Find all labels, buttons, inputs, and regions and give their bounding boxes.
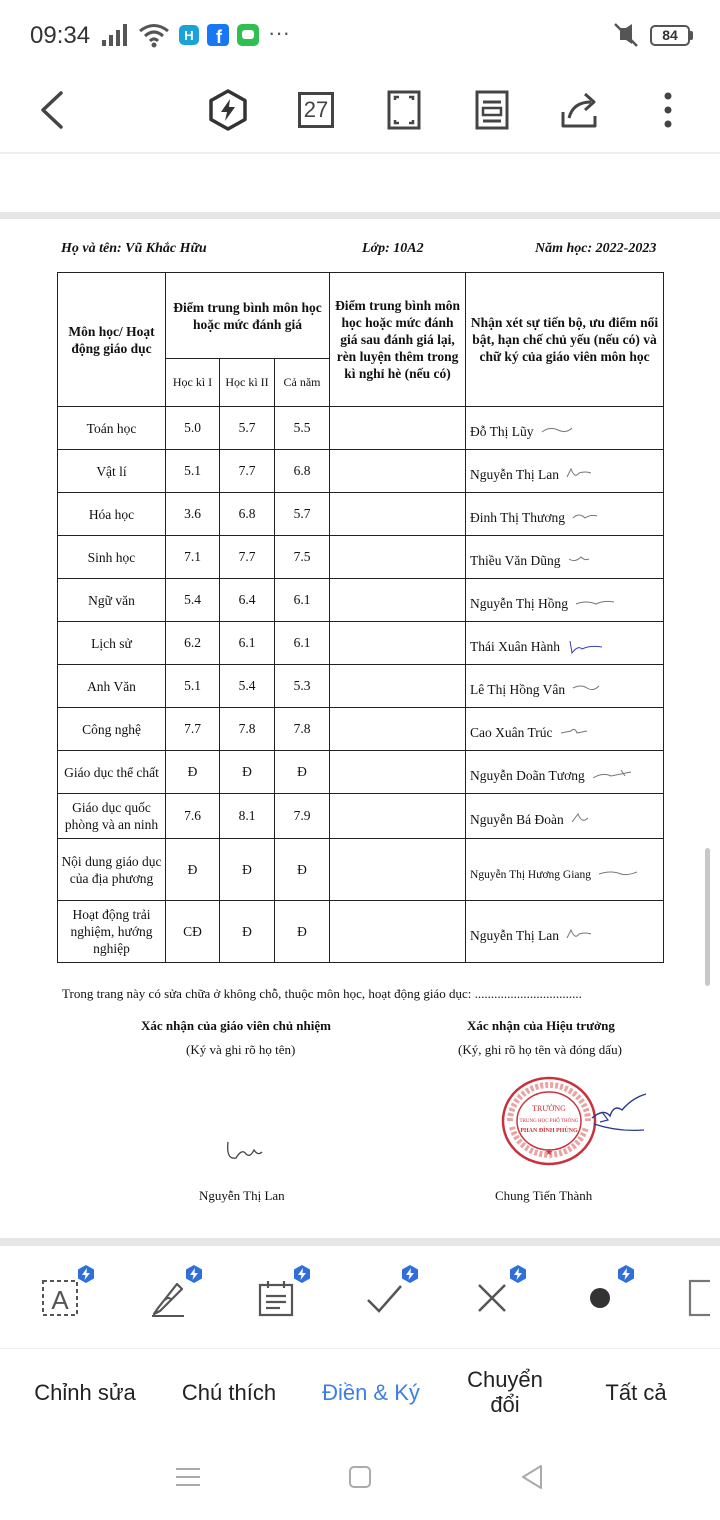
- year-cell: [275, 493, 330, 536]
- retest-cell: [330, 901, 466, 963]
- year-cell: [275, 622, 330, 665]
- subject-cell: [58, 536, 166, 579]
- mute-icon: [612, 22, 640, 48]
- subject-cell-text: Giáo dục quốc phòng và an ninh: [64, 800, 159, 832]
- year-cell-text: 7.5: [293, 549, 311, 564]
- teacher-cell: [466, 450, 664, 493]
- reading-mode-button[interactable]: [464, 82, 520, 138]
- facebook-icon: [206, 22, 230, 48]
- year-cell-text: 7.9: [293, 808, 311, 823]
- status-bar: [0, 0, 720, 72]
- teacher-cell-text: Cao Xuân Trúc: [470, 725, 553, 740]
- term2-cell: [220, 493, 275, 536]
- teacher-cell-text: Đinh Thị Thương: [470, 510, 565, 525]
- year-cell: [275, 407, 330, 450]
- subject-cell-text: Hóa học: [88, 506, 135, 522]
- subject-cell: [58, 622, 166, 665]
- app-h-icon: [178, 22, 200, 48]
- teacher-cell: [466, 794, 664, 839]
- table-row: [58, 536, 664, 579]
- teacher-cell-text: Đỗ Thị Lũy: [470, 424, 534, 439]
- table-row: [58, 901, 664, 963]
- chat-app-icon: [236, 22, 260, 48]
- subject-cell-text: Ngữ văn: [88, 592, 135, 608]
- term1-cell-text: 5.0: [184, 420, 201, 435]
- subject-cell-text: Vật lí: [96, 463, 127, 479]
- term2-cell-text: 6.8: [238, 506, 256, 521]
- principal-signature: [588, 1090, 650, 1150]
- premium-badge-icon: [616, 1264, 636, 1284]
- teacher-cell: [466, 751, 664, 794]
- teacher-signature: [571, 510, 613, 526]
- class-name: Lớp: 10A2: [362, 241, 424, 256]
- term2-cell: [220, 901, 275, 963]
- grades-table: [57, 272, 664, 963]
- term1-cell: [166, 794, 220, 839]
- subject-cell-text: Nội dung giáo dục của địa phương: [61, 853, 162, 886]
- term1-cell: [166, 579, 220, 622]
- term1-cell-text: 7.1: [184, 549, 201, 564]
- homeroom-confirm-title: Xác nhận của giáo viên chủ nhiệm: [141, 1018, 331, 1033]
- teacher-cell: [466, 579, 664, 622]
- fullscreen-button[interactable]: [376, 82, 432, 138]
- term1-cell-text: 7.7: [184, 721, 201, 736]
- page-count: 27: [298, 92, 334, 128]
- svg-text:f: f: [216, 27, 222, 47]
- term1-cell: [166, 622, 220, 665]
- year-cell-text: Đ: [297, 923, 307, 939]
- check-tool[interactable]: [356, 1270, 412, 1326]
- term1-cell-text: 5.1: [184, 678, 201, 693]
- teacher-signature: [597, 866, 639, 882]
- subject-cell: [58, 901, 166, 963]
- back-nav-button[interactable]: [514, 1462, 550, 1492]
- wifi-icon: [138, 22, 170, 48]
- term1-cell-text: CĐ: [183, 923, 202, 939]
- table-row: [58, 622, 664, 665]
- subject-cell-text: Giáo dục thể chất: [64, 764, 159, 780]
- year-cell-text: 5.3: [293, 678, 311, 693]
- year-cell: [275, 665, 330, 708]
- term1-cell-text: Đ: [187, 861, 198, 877]
- table-row: [58, 839, 664, 901]
- more-options-button[interactable]: [640, 82, 696, 138]
- square-icon: [680, 1278, 710, 1318]
- subject-cell: [58, 407, 166, 450]
- principal-name: Chung Tiến Thành: [495, 1188, 593, 1203]
- term2-cell-text: Đ: [242, 923, 252, 939]
- retest-cell: [330, 622, 466, 665]
- premium-badge-icon: [76, 1264, 96, 1284]
- bolt-hexagon-icon: [206, 88, 250, 132]
- subject-cell: [58, 450, 166, 493]
- header-average: Điểm trung bình môn học hoặc mức đánh giá: [166, 273, 330, 359]
- retest-cell: [330, 407, 466, 450]
- teacher-cell: [466, 536, 664, 579]
- battery-tip: [690, 31, 693, 40]
- teacher-cell-text: Lê Thị Hồng Vân: [470, 682, 566, 697]
- svg-text:A: A: [51, 1285, 69, 1315]
- retest-cell: [330, 708, 466, 751]
- teacher-cell: [466, 407, 664, 450]
- term1-cell-text: Đ: [187, 764, 198, 779]
- bottom-tabs: [0, 1348, 720, 1434]
- page-separator-bottom: [0, 1238, 720, 1246]
- term2-cell-text: 7.7: [238, 463, 256, 478]
- term2-cell-text: Đ: [242, 861, 252, 877]
- date-tool[interactable]: [248, 1270, 304, 1326]
- teacher-signature: [574, 596, 616, 612]
- share-button[interactable]: [552, 82, 608, 138]
- fill-sign-tools: [0, 1246, 720, 1346]
- premium-badge-icon: [508, 1264, 528, 1284]
- teacher-cell: [466, 708, 664, 751]
- text-box-icon: [40, 1278, 80, 1318]
- retest-cell: [330, 751, 466, 794]
- term2-cell-text: 5.7: [238, 420, 256, 435]
- chevron-left-icon: [37, 90, 67, 130]
- table-row: [58, 665, 664, 708]
- teacher-cell-text: Nguyễn Doãn Tương: [470, 768, 585, 783]
- teacher-signature: [559, 725, 601, 741]
- teacher-cell-text: Thiều Văn Dũng: [470, 553, 561, 568]
- header-term1: Học kì I: [166, 359, 220, 407]
- tab-annotate[interactable]: Chú thích: [181, 1379, 277, 1405]
- tab-fill-sign[interactable]: Điền & Ký: [322, 1379, 420, 1405]
- document-view-icon: [475, 90, 509, 130]
- term1-cell: [166, 493, 220, 536]
- year-cell-text: 5.5: [293, 420, 311, 435]
- battery-indicator: 84: [650, 25, 690, 46]
- year-cell: [275, 751, 330, 794]
- table-row: [58, 751, 664, 794]
- term2-cell-text: 7.8: [238, 721, 256, 736]
- teacher-cell-text: Nguyễn Bá Đoàn: [470, 812, 564, 827]
- retest-cell: [330, 839, 466, 901]
- year-cell-text: 7.8: [293, 721, 311, 736]
- subject-cell: [58, 493, 166, 536]
- share-icon: [559, 90, 601, 130]
- pen-sign-icon: [148, 1278, 188, 1318]
- teacher-signature: [567, 553, 609, 569]
- subject-cell: [58, 708, 166, 751]
- year-cell: [275, 794, 330, 839]
- signal-icon: [100, 22, 130, 48]
- term1-cell: [166, 536, 220, 579]
- header-term2: Học kì II: [220, 359, 275, 407]
- term2-cell: [220, 665, 275, 708]
- teacher-cell: [466, 622, 664, 665]
- subject-cell: [58, 839, 166, 901]
- term1-cell: [166, 407, 220, 450]
- app-toolbar: [0, 72, 720, 152]
- term1-cell: [166, 450, 220, 493]
- term1-cell-text: 5.1: [184, 463, 201, 478]
- header-year: Cả năm: [275, 359, 330, 407]
- term2-cell-text: 6.4: [238, 592, 256, 607]
- year-cell: [275, 708, 330, 751]
- subject-cell-text: Anh Văn: [87, 678, 136, 694]
- back-triangle-icon: [519, 1463, 545, 1491]
- homeroom-signature: [222, 1138, 266, 1164]
- square-tool[interactable]: [680, 1270, 720, 1326]
- year-cell-text: Đ: [297, 764, 307, 779]
- school-year: Năm học: 2022-2023: [535, 241, 657, 256]
- subject-cell-text: Công nghệ: [82, 721, 141, 737]
- toolbar-divider: [0, 152, 720, 154]
- term2-cell: [220, 407, 275, 450]
- svg-text:★: ★: [544, 1147, 554, 1157]
- teacher-cell: [466, 493, 664, 536]
- tab-all[interactable]: Tất cả: [605, 1379, 667, 1405]
- teacher-signature: [540, 424, 582, 440]
- scrollbar-thumb[interactable]: [705, 848, 710, 986]
- term2-cell: [220, 536, 275, 579]
- dot-tool[interactable]: [572, 1270, 628, 1326]
- teacher-cell-text: Nguyễn Thị Hương Giang: [470, 868, 592, 881]
- subject-cell: [58, 794, 166, 839]
- teacher-cell-text: Nguyễn Thị Lan: [470, 467, 559, 482]
- subject-cell: [58, 579, 166, 622]
- term2-cell: [220, 751, 275, 794]
- term1-cell-text: 5.4: [184, 592, 201, 607]
- term1-cell: [166, 839, 220, 901]
- teacher-signature: [565, 928, 607, 944]
- term2-cell-text: 5.4: [238, 678, 256, 693]
- year-cell: [275, 536, 330, 579]
- term1-cell-text: 7.6: [184, 808, 201, 823]
- teacher-cell-text: Thái Xuân Hành: [470, 639, 560, 654]
- term2-cell-text: 7.7: [238, 549, 256, 564]
- check-mark-icon: [364, 1278, 404, 1318]
- page-separator: [0, 212, 720, 219]
- year-cell: [275, 901, 330, 963]
- subject-cell-text: Toán học: [86, 420, 137, 436]
- menu-lines-icon: [174, 1466, 202, 1488]
- term2-cell: [220, 450, 275, 493]
- table-row: [58, 708, 664, 751]
- teacher-signature: [591, 768, 633, 784]
- premium-badge-icon: [292, 1264, 312, 1284]
- tab-edit[interactable]: Chỉnh sửa: [34, 1379, 136, 1405]
- retest-cell: [330, 450, 466, 493]
- homeroom-name: Nguyễn Thị Lan: [199, 1188, 285, 1203]
- year-cell: [275, 450, 330, 493]
- term1-cell-text: 6.2: [184, 635, 201, 650]
- retest-cell: [330, 665, 466, 708]
- premium-badge-icon: [184, 1264, 204, 1284]
- principal-confirm-title: Xác nhận của Hiệu trưởng: [467, 1018, 615, 1033]
- term2-cell: [220, 839, 275, 901]
- principal-confirm-hint: (Ký, ghi rõ họ tên và đóng dấu): [458, 1042, 622, 1057]
- year-cell-text: 6.8: [293, 463, 311, 478]
- home-square-icon: [347, 1464, 373, 1490]
- sign-tool[interactable]: [140, 1270, 196, 1326]
- premium-badge-icon: [400, 1264, 420, 1284]
- back-button[interactable]: [24, 82, 80, 138]
- subject-cell: [58, 665, 166, 708]
- svg-text:H: H: [184, 28, 194, 43]
- header-subject: Môn học/ Hoạt động giáo dục: [58, 273, 166, 407]
- recents-button[interactable]: [170, 1462, 206, 1492]
- text-box-tool[interactable]: [32, 1270, 88, 1326]
- year-cell-text: Đ: [297, 861, 307, 877]
- teacher-signature: [570, 812, 612, 828]
- stamp-text-1: TRƯỜNG: [532, 1104, 566, 1113]
- retest-cell: [330, 536, 466, 579]
- header-comment: Nhận xét sự tiến bộ, ưu điểm nổi bật, hạn chế chủ yếu (nếu có) và chữ ký của giáo viên môn học: [466, 273, 664, 407]
- retest-cell: [330, 579, 466, 622]
- year-cell: [275, 579, 330, 622]
- subject-cell-text: Lịch sử: [91, 635, 132, 651]
- table-row: [58, 794, 664, 839]
- student-name: Họ và tên: Vũ Khắc Hữu: [61, 241, 207, 256]
- subject-cell-text: Sinh học: [87, 549, 136, 565]
- home-button[interactable]: [342, 1462, 378, 1492]
- calendar-form-icon: [256, 1278, 296, 1318]
- premium-button[interactable]: [200, 82, 256, 138]
- cross-tool[interactable]: [464, 1270, 520, 1326]
- dot-icon: [580, 1278, 620, 1318]
- term2-cell: [220, 579, 275, 622]
- term2-cell-text: Đ: [242, 764, 252, 779]
- teacher-cell: [466, 839, 664, 901]
- homeroom-confirm-hint: (Ký và ghi rõ họ tên): [186, 1042, 296, 1057]
- cross-mark-icon: [472, 1278, 512, 1318]
- teacher-signature: [565, 467, 607, 483]
- term2-cell-text: 8.1: [238, 808, 256, 823]
- subject-cell: [58, 751, 166, 794]
- term1-cell: [166, 665, 220, 708]
- teacher-signature: [566, 639, 608, 655]
- correction-note: Trong trang này có sửa chữa ở không chỗ, thuộc môn học, hoạt động giáo dục: .................................: [62, 986, 582, 1001]
- teacher-cell-text: Nguyễn Thị Hồng: [470, 596, 569, 611]
- term1-cell-text: 3.6: [184, 506, 201, 521]
- teacher-signature: [571, 682, 613, 698]
- year-cell-text: 6.1: [293, 635, 311, 650]
- school-stamp: [500, 1075, 598, 1167]
- term1-cell: [166, 708, 220, 751]
- term1-cell: [166, 751, 220, 794]
- term2-cell: [220, 708, 275, 751]
- teacher-cell-text: Nguyễn Thị Lan: [470, 927, 559, 943]
- subject-cell-text: Hoạt động trải nghiệm, hướng nghiệp: [70, 907, 153, 956]
- year-cell-text: 5.7: [293, 506, 311, 521]
- retest-cell: [330, 794, 466, 839]
- table-row: [58, 579, 664, 622]
- term1-cell: [166, 901, 220, 963]
- teacher-cell: [466, 665, 664, 708]
- header-retest: Điểm trung bình môn học hoặc mức đánh giá sau đánh giá lại, rèn luyện thêm trong kì nghỉ hè (nếu có): [330, 273, 466, 407]
- status-time: 09:34: [30, 22, 91, 49]
- stamp-text-2: TRUNG HỌC PHỔ THÔNG: [519, 1119, 579, 1124]
- term2-cell-text: 6.1: [238, 635, 256, 650]
- year-cell-text: 6.1: [293, 592, 311, 607]
- teacher-cell: [466, 901, 664, 963]
- system-nav-bar: [0, 1434, 720, 1520]
- table-row: [58, 407, 664, 450]
- table-row: [58, 493, 664, 536]
- year-cell: [275, 839, 330, 901]
- retest-cell: [330, 493, 466, 536]
- table-row: [58, 450, 664, 493]
- stamp-text-3: PHAN ĐÌNH PHÙNG: [520, 1128, 578, 1134]
- term2-cell: [220, 794, 275, 839]
- fullscreen-icon: [387, 90, 421, 130]
- term2-cell: [220, 622, 275, 665]
- more-notifications: ···: [268, 20, 290, 45]
- page-count-button[interactable]: [288, 82, 344, 138]
- tab-convert[interactable]: Chuyển đổi: [467, 1367, 543, 1417]
- more-vertical-icon: [662, 90, 674, 130]
